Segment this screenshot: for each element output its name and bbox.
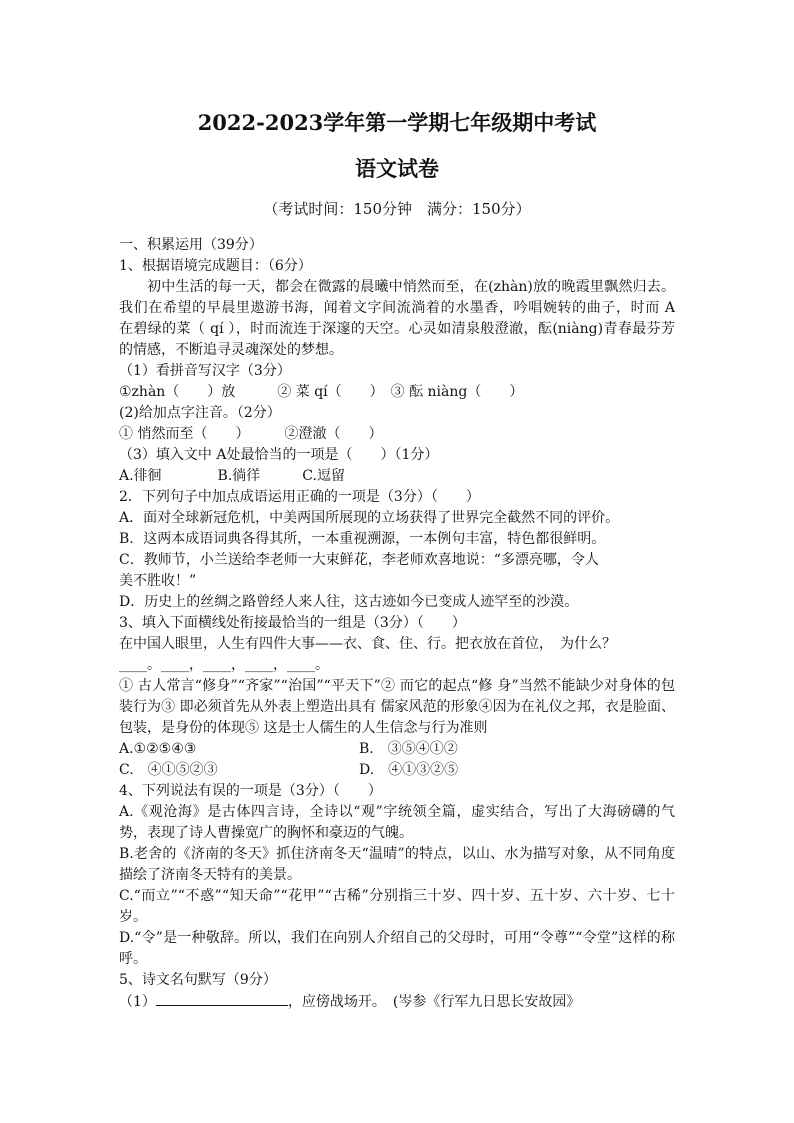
section-heading: 一、积累运用（39分） <box>119 237 263 253</box>
q2-option-b: B．这两本成语词典各得其所，一本重视溯源，一本例句丰富，特色都很鲜明。 <box>119 531 606 547</box>
q3-text: 在中国人眼里，人生有四件大事——衣、食、住、行。把衣放在首位， 为什么？ <box>119 636 616 652</box>
q4-option-c: C.“而立”“不惑”“知天命”“花甲”“古稀”分别指三十岁、四十岁、五十岁、六十岁、七十岁。 <box>119 888 675 925</box>
exam-page <box>119 100 689 1013</box>
q4-option-a: A.《观沧海》是古体四言诗，全诗以“观”字统领全篇，虚实结合，写出了大海磅礴的气势，表现了诗人曹操宽广的胸怀和豪迈的气魄。 <box>119 804 675 841</box>
q5-line1-prefix: （1） <box>119 994 156 1010</box>
answer-blank[interactable] <box>156 991 288 1006</box>
exam-subject: 语文试卷 <box>355 156 439 181</box>
q1-sub2-items: ① 悄然而至（ ） ②澄澈（ ） <box>119 426 383 442</box>
q1-sub3-options: A.徘徊 B.徜徉 C.逗留 <box>119 468 345 484</box>
q1-sub2: (2)给加点字注音。（2分） <box>119 405 281 421</box>
q2-option-a: A．面对全球新冠危机，中美两国所展现的立场获得了世界完全截然不同的评价。 <box>119 510 620 526</box>
exam-title: 2022-2023学年第一学期七年级期中考试 <box>197 110 597 135</box>
q4-option-b: B.老舍的《济南的冬天》抓住济南冬天“温晴”的特点，以山、水为描写对象，从不同角度描绘了济南冬天特有的美景。 <box>119 846 675 883</box>
q1-sub1: （1）看拼音写汉字（3分） <box>119 363 291 379</box>
q5-stem: 5、诗文名句默写（9分） <box>119 972 277 988</box>
q3-option-a: A.①②⑤④③ <box>119 741 197 757</box>
q3-option-b: B. ③⑤④①② <box>359 741 458 757</box>
q1-passage: 初中生活的每一天，都会在微露的晨曦中悄然而至，在(zhàn)放的晚霞里飘然归去。我们在希望的早晨里遨游书海，闻着文字间流淌着的水墨香，吟唱婉转的曲子，时而 A 在碧绿的菜（ qí ），时而流连于深邃的天空。心灵如清泉般澄澈，酝(niàng)青春最芬芳的情感，不断追寻灵魂深处的梦想。 <box>119 279 689 358</box>
q3-options-row2 <box>119 760 675 781</box>
q2-stem: 2．下列句子中加点成语运用正确的一项是（3分）（ ） <box>119 489 480 505</box>
q2-option-d: D．历史上的丝绸之路曾经人来人往，这古迹如今已变成人迹罕至的沙漠。 <box>119 594 579 610</box>
q3-options-row1 <box>119 739 675 760</box>
q3-stem: 3、填入下面横线处衔接最恰当的一组是（3分）（ ） <box>119 615 466 631</box>
exam-info: （考试时间：150分钟 满分：150分） <box>263 200 531 218</box>
q3-option-d: D. ④①③②⑤ <box>359 762 459 778</box>
q3-blanks: ____。____，____，____，____。 <box>119 657 329 673</box>
q3-option-c: C. ④①⑤②③ <box>119 762 218 778</box>
q1-sub3: （3）填入文中 A处最恰当的一项是（ ）（1分） <box>119 447 439 463</box>
q3-sentences: ① 古人常言“修身”“齐家”“治国”“平天下”② 而它的起点“修 身”当然不能缺少对身体的包装行为③ 即必须首先从外表上塑造出具有 儒家风范的形象④因为在礼仪之邦，衣是脸面、包装，是身份的体现⑤ 这是士人儒生的人生信念与行为准则 <box>119 678 675 736</box>
q4-option-d: D.“令”是一种敬辞。所以，我们在向别人介绍自己的父母时，可用“令尊”“令堂”这样的称呼。 <box>119 930 675 967</box>
q2-option-c-cont: 美不胜收！” <box>119 573 197 589</box>
q5-line1-suffix: ，应傍战场开。 (岑参《行军九日思长安故园》 <box>287 994 581 1010</box>
q4-stem: 4、下列说法有误的一项是（3分）（ ） <box>119 783 382 799</box>
q1-sub1-items: ①zhàn（ ）放 ② 菜 qí（ ） ③ 酝 niàng（ ） <box>119 384 524 400</box>
q5-line1 <box>119 991 675 1013</box>
q1-stem: 1、根据语境完成题目：（6分） <box>119 258 312 274</box>
q2-option-c: C．教师节，小兰送给李老师一大束鲜花，李老师欢喜地说：“多漂亮哪，令人 <box>119 552 599 568</box>
